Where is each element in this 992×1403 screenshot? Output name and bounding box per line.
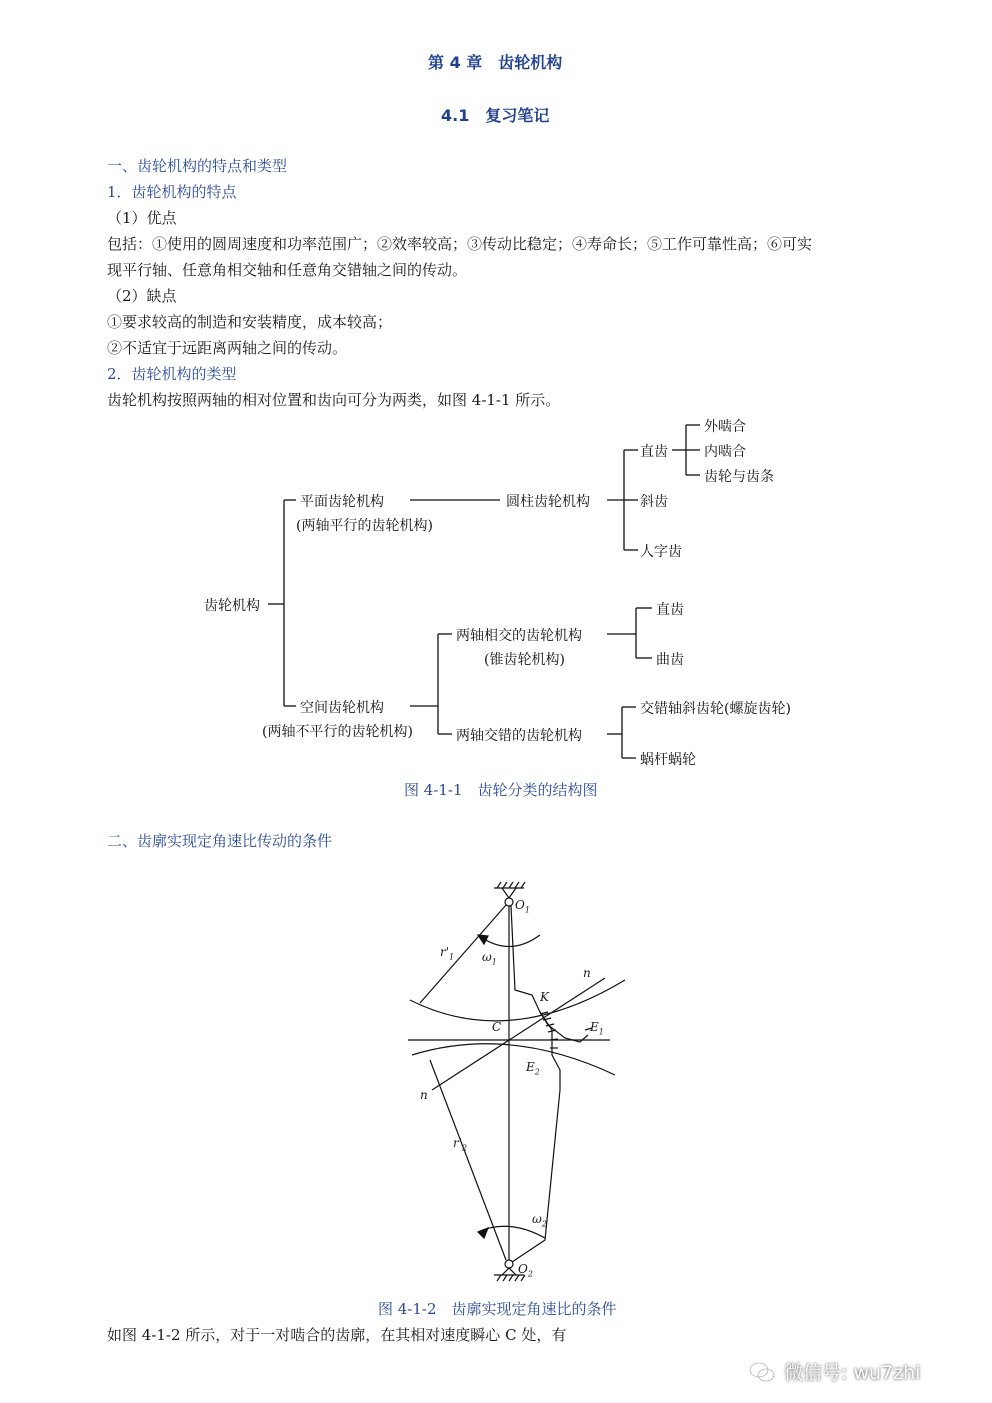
subsection-1-2-heading: 2．齿轮机构的类型 <box>107 365 237 383</box>
tree-spatial-note: (两轴不平行的齿轮机构) <box>262 724 413 740</box>
disadvantages-heading: （2）缺点 <box>107 287 177 305</box>
tree-helical: 斜齿 <box>640 494 668 510</box>
label-K: K <box>540 990 549 1004</box>
types-intro-text: 齿轮机构按照两轴的相对位置和齿向可分为两类，如图 4-1-1 所示。 <box>107 391 561 409</box>
advantages-text-line2: 现平行轴、任意角相交轴和任意角交错轴之间的传动。 <box>107 261 468 279</box>
tree-bevel-curved: 曲齿 <box>656 652 684 668</box>
label-omega1: $\omega_1$ <box>482 950 497 967</box>
tree-rack: 齿轮与齿条 <box>704 469 774 485</box>
section-title: 4.1 复习笔记 <box>441 106 550 125</box>
chapter-title: 第 4 章 齿轮机构 <box>428 53 563 72</box>
label-r2: $r'_2$ <box>453 1136 468 1153</box>
section-2-heading: 二、齿廓实现定角速比传动的条件 <box>107 832 333 850</box>
wechat-icon <box>748 1360 776 1384</box>
label-O1: $O_1$ <box>515 898 530 915</box>
tree-crossed-helical: 交错轴斜齿轮(螺旋齿轮) <box>640 701 791 717</box>
tree-internal: 内啮合 <box>704 444 746 460</box>
tree-bevel-straight: 直齿 <box>656 602 684 618</box>
tree-worm: 蜗杆蜗轮 <box>640 752 696 768</box>
label-n-bottom: n <box>420 1088 428 1102</box>
tree-intersecting: 两轴相交的齿轮机构 <box>456 628 582 644</box>
tree-herringbone: 人字齿 <box>640 544 682 560</box>
label-E2: $E_2$ <box>526 1060 540 1077</box>
label-omega2: $\omega_2$ <box>532 1212 547 1229</box>
tree-spatial: 空间齿轮机构 <box>300 700 384 716</box>
tree-planar-note: (两轴平行的齿轮机构) <box>296 518 433 534</box>
label-E1: $E_1$ <box>590 1020 604 1037</box>
tree-intersecting-note: (锥齿轮机构) <box>484 652 565 668</box>
tree-external: 外啮合 <box>704 419 746 435</box>
tree-cylindrical: 圆柱齿轮机构 <box>506 494 590 510</box>
label-O2: $O_2$ <box>518 1262 533 1279</box>
label-r1: $r'_1$ <box>440 945 455 962</box>
subsection-1-1-heading: 1．齿轮机构的特点 <box>107 183 237 201</box>
tree-straight: 直齿 <box>640 444 668 460</box>
tree-crossed: 两轴交错的齿轮机构 <box>456 728 582 744</box>
watermark-text: 微信号: wu7zhi <box>784 1362 921 1384</box>
figure-1-caption: 图 4-1-1 齿轮分类的结构图 <box>404 781 598 799</box>
section-1-heading: 一、齿轮机构的特点和类型 <box>107 157 288 175</box>
label-C: C <box>492 1020 502 1034</box>
label-n-top: n <box>583 966 591 980</box>
disadvantage-item-2: ②不适宜于远距离两轴之间的传动。 <box>107 339 348 357</box>
wechat-watermark <box>748 1358 920 1385</box>
disadvantage-item-1: ①要求较高的制造和安装精度，成本较高； <box>107 313 393 331</box>
closing-text-line: 如图 4-1-2 所示，对于一对啮合的齿廓，在其相对速度瞬心 C 处，有 <box>107 1326 567 1344</box>
advantages-text-line1: 包括：①使用的圆周速度和功率范围广；②效率较高；③传动比稳定；④寿命长；⑤工作可靠性高；⑥可实 <box>107 235 813 253</box>
advantages-heading: （1）优点 <box>107 209 177 227</box>
figure-2-caption: 图 4-1-2 齿廓实现定角速比的条件 <box>378 1300 617 1318</box>
tree-planar: 平面齿轮机构 <box>300 494 384 510</box>
tree-root-gear-mechanism: 齿轮机构 <box>204 598 260 614</box>
